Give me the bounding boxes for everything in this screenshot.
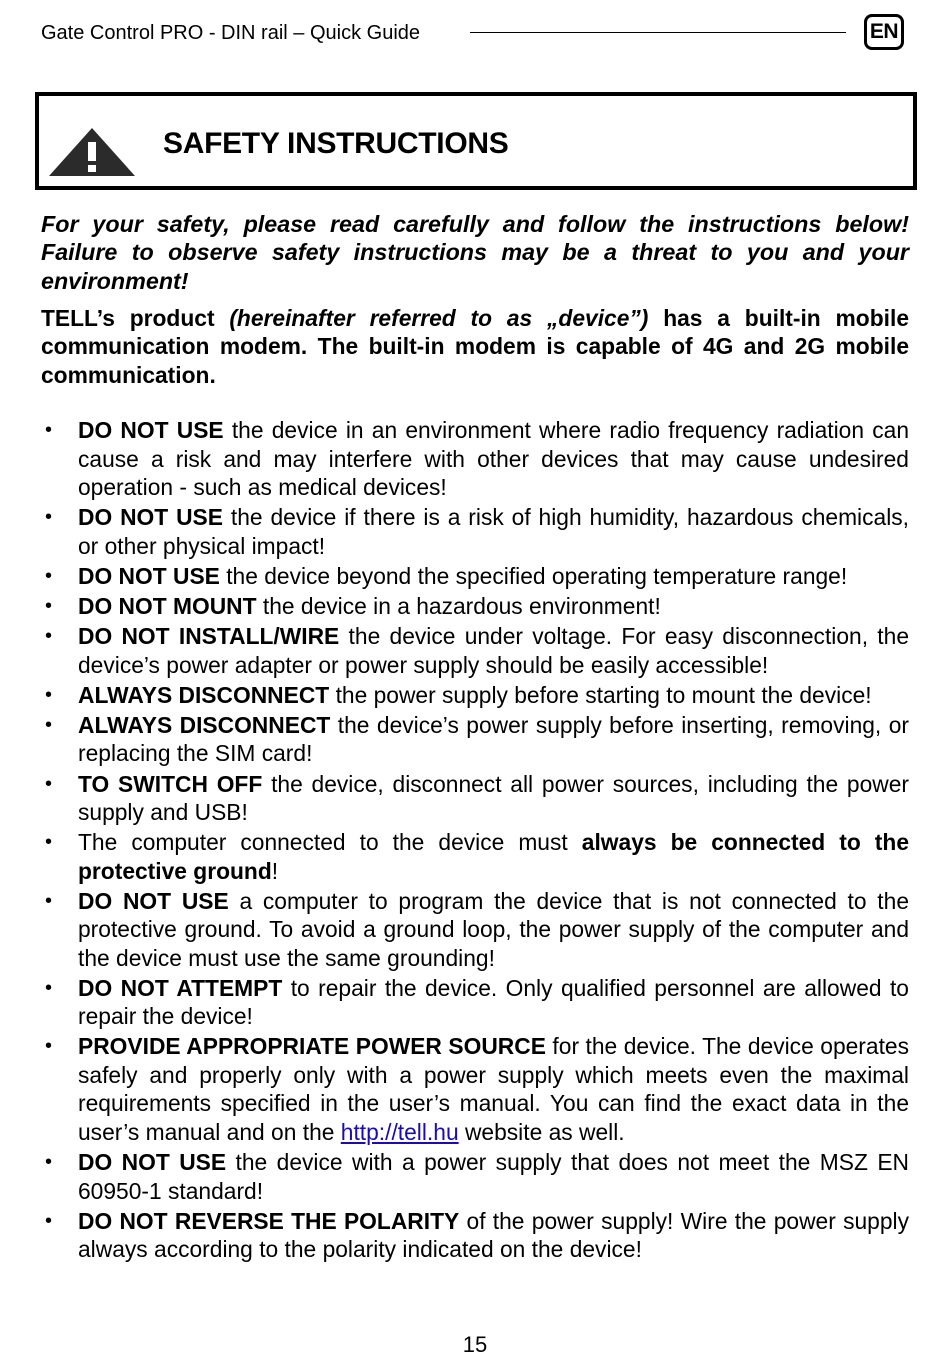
product-text-3: has a built-in mobile communication modem. The built-in modem is capable of 4G and 2G mobile communication. — [41, 304, 909, 388]
list-item — [41, 711, 909, 768]
bullet-text: The computer connected to the device must — [78, 829, 582, 856]
list-item — [41, 974, 909, 1031]
list-item — [41, 562, 909, 591]
list-item — [41, 1148, 909, 1205]
list-item — [41, 592, 909, 621]
bullet-lead: DO NOT USE — [78, 504, 223, 531]
safety-bullet-list — [41, 416, 909, 1263]
bullet-text: the device in an environment where radio frequency radiation can cause a risk and may interfere with other devices that may cause undesired operation - such as medical devices! — [78, 417, 910, 501]
section-title: SAFETY INSTRUCTIONS — [163, 127, 509, 160]
bullet-lead: DO NOT USE — [78, 417, 224, 444]
bullet-text: of the power supply! Wire the power supply always according to the polarity indicated on the device! — [78, 1207, 910, 1263]
bullet-text: the device with a power supply that does not meet the MSZ EN 60950-1 standard! — [78, 1149, 909, 1204]
bullet-lead: DO NOT USE — [78, 563, 220, 590]
page-header — [41, 14, 907, 52]
bullet-lead: PROVIDE APPROPRIATE POWER SOURCE — [78, 1033, 546, 1060]
warning-triangle-icon — [49, 128, 135, 176]
list-item — [41, 887, 909, 973]
bullet-lead: ALWAYS DISCONNECT — [78, 711, 331, 738]
list-item — [41, 1207, 909, 1264]
header-title: Gate Control PRO - DIN rail – Quick Guide — [41, 22, 421, 44]
tell-website-link[interactable]: http://tell.hu — [340, 1118, 459, 1145]
bullet-text: to repair the device. Only qualified personnel are allowed to repair the device! — [78, 974, 909, 1030]
bullet-text: for the device. The device operates safely and properly only with a power supply which meets even the maximal requirements specified in the user’s manual. You can find the exact data in the user’s manual and on the — [78, 1033, 909, 1145]
section-title-box — [35, 92, 917, 190]
bullet-text-end: website as well. — [458, 1118, 625, 1145]
list-item — [41, 828, 909, 885]
product-text-2: (hereinafter referred to as „device”) — [229, 304, 649, 331]
main-content — [41, 210, 909, 1265]
bullet-text-end: ! — [271, 857, 279, 884]
bullet-lead: DO NOT USE — [78, 887, 229, 914]
bullet-emphasis: always be connected to the protective ground — [78, 829, 910, 884]
list-item — [41, 681, 909, 710]
bullet-text: a computer to program the device that is not connected to the protective ground. To avoid a ground loop, the power supply of the computer and the device must use the same grounding! — [78, 887, 909, 971]
bullet-lead: DO NOT USE — [78, 1149, 227, 1176]
list-item — [41, 416, 909, 502]
bullet-text: the device if there is a risk of high humidity, hazardous chemicals, or other physical impact! — [78, 504, 909, 559]
bullet-text: the device, disconnect all power sources, including the power supply and USB! — [78, 770, 910, 826]
bullet-lead: DO NOT MOUNT — [78, 593, 257, 620]
product-paragraph — [41, 304, 909, 390]
bullet-text: the device’s power supply before inserting, removing, or replacing the SIM card! — [78, 711, 909, 767]
list-item — [41, 622, 909, 679]
bullet-lead: DO NOT INSTALL/WIRE — [78, 623, 340, 650]
bullet-text: the device under voltage. For easy disconnection, the device’s power adapter or power supply should be easily accessible! — [78, 623, 909, 678]
bullet-text: the device in a hazardous environment! — [256, 593, 661, 620]
list-item — [41, 503, 909, 560]
header-rule — [470, 32, 846, 33]
page-number: 15 — [462, 1332, 488, 1357]
list-item — [41, 1032, 909, 1146]
list-item — [41, 770, 909, 827]
bullet-lead: ALWAYS DISCONNECT — [78, 681, 330, 708]
safety-intro: For your safety, please read carefully and follow the instructions below! Failure to observe safety instructions may be a threat to you and your environment! — [41, 211, 909, 294]
product-text-1: TELL’s product — [41, 304, 230, 331]
bullet-lead: TO SWITCH OFF — [78, 770, 263, 797]
bullet-lead: DO NOT ATTEMPT — [78, 974, 283, 1001]
bullet-text: the power supply before starting to mount the device! — [329, 681, 872, 708]
bullet-lead: DO NOT REVERSE THE POLARITY — [78, 1207, 460, 1234]
language-badge: EN — [864, 14, 904, 50]
bullet-text: the device beyond the specified operating temperature range! — [219, 563, 848, 590]
